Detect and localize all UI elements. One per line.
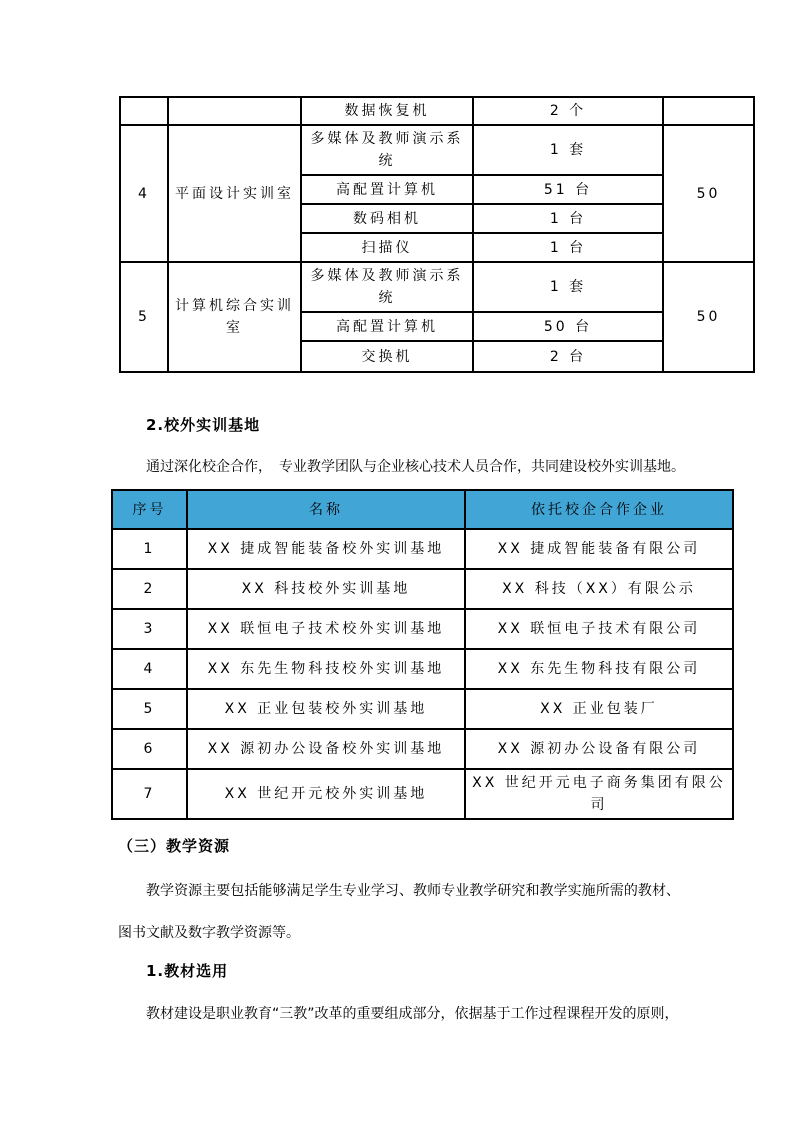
equipment-name-cell: 数码相机 bbox=[301, 204, 473, 233]
base-name-cell: XX 正业包装校外实训基地 bbox=[187, 689, 465, 729]
enterprise-cell: XX 科技（XX）有限公示 bbox=[465, 569, 733, 609]
base-name-cell: XX 捷成智能装备校外实训基地 bbox=[187, 529, 465, 569]
enterprise-cell: XX 源初办公设备有限公司 bbox=[465, 729, 733, 769]
section-heading-teaching-resources: （三）教学资源 bbox=[118, 837, 231, 855]
equipment-name-cell: 高配置计算机 bbox=[301, 175, 473, 204]
enterprise-cell: XX 世纪开元电子商务集团有限公司 bbox=[465, 769, 733, 819]
room-name-cell bbox=[168, 97, 301, 125]
row-number-cell: 5 bbox=[120, 262, 168, 372]
quantity-cell: 2 台 bbox=[473, 341, 663, 372]
table-row bbox=[112, 609, 733, 649]
base-name-cell: XX 科技校外实训基地 bbox=[187, 569, 465, 609]
table-header-row bbox=[112, 490, 733, 529]
table-row bbox=[112, 529, 733, 569]
equipment-name-cell: 交换机 bbox=[301, 341, 473, 372]
training-base-table bbox=[111, 489, 734, 820]
quantity-cell: 1 套 bbox=[473, 125, 663, 175]
capacity-cell: 50 bbox=[663, 125, 754, 262]
base-name-cell: XX 东先生物科技校外实训基地 bbox=[187, 649, 465, 689]
table-row bbox=[112, 729, 733, 769]
quantity-cell: 51 台 bbox=[473, 175, 663, 204]
equipment-name-cell: 多媒体及教师演示系统 bbox=[301, 125, 473, 175]
quantity-cell: 50 台 bbox=[473, 312, 663, 341]
enterprise-cell: XX 联恒电子技术有限公司 bbox=[465, 609, 733, 649]
table-row bbox=[112, 569, 733, 609]
table-row bbox=[112, 769, 733, 819]
table-row bbox=[120, 262, 754, 312]
quantity-cell: 1 台 bbox=[473, 204, 663, 233]
table-row bbox=[120, 97, 754, 125]
serial-cell: 6 bbox=[112, 729, 187, 769]
base-name-cell: XX 源初办公设备校外实训基地 bbox=[187, 729, 465, 769]
equipment-table bbox=[119, 96, 755, 373]
equipment-name-cell: 数据恢复机 bbox=[301, 97, 473, 125]
serial-cell: 5 bbox=[112, 689, 187, 729]
equipment-name-cell: 高配置计算机 bbox=[301, 312, 473, 341]
quantity-cell: 1 台 bbox=[473, 233, 663, 262]
serial-cell: 3 bbox=[112, 609, 187, 649]
base-table-header-cell: 序号 bbox=[112, 490, 187, 529]
table-row bbox=[112, 689, 733, 729]
quantity-cell: 1 套 bbox=[473, 262, 663, 312]
enterprise-cell: XX 东先生物科技有限公司 bbox=[465, 649, 733, 689]
room-name-cell: 计算机综合实训室 bbox=[168, 262, 301, 372]
base-table-header-cell: 依托校企合作企业 bbox=[465, 490, 733, 529]
enterprise-cell: XX 正业包装厂 bbox=[465, 689, 733, 729]
quantity-cell: 2 个 bbox=[473, 97, 663, 125]
base-name-cell: XX 世纪开元校外实训基地 bbox=[187, 769, 465, 819]
enterprise-cell: XX 捷成智能装备有限公司 bbox=[465, 529, 733, 569]
serial-cell: 4 bbox=[112, 649, 187, 689]
paragraph-teaching-resources: 教学资源主要包括能够满足学生专业学习、教师专业教学研究和教学实施所需的教材、图书文献及数字教学资源等。 bbox=[118, 883, 680, 941]
capacity-cell: 50 bbox=[663, 262, 754, 372]
serial-cell: 7 bbox=[112, 769, 187, 819]
table-row bbox=[112, 649, 733, 689]
serial-cell: 2 bbox=[112, 569, 187, 609]
row-number-cell: 4 bbox=[120, 125, 168, 262]
section-heading-offcampus-bases: 2.校外实训基地 bbox=[146, 416, 261, 434]
base-table-header-cell: 名称 bbox=[187, 490, 465, 529]
capacity-cell bbox=[663, 97, 754, 125]
serial-cell: 1 bbox=[112, 529, 187, 569]
table-row bbox=[120, 125, 754, 175]
paragraph-offcampus-intro: 通过深化校企合作， 专业教学团队与企业核心技术人员合作，共同建设校外实训基地。 bbox=[146, 459, 685, 475]
section-heading-textbook-selection: 1.教材选用 bbox=[146, 962, 229, 980]
equipment-name-cell: 多媒体及教师演示系统 bbox=[301, 262, 473, 312]
row-number-cell bbox=[120, 97, 168, 125]
room-name-cell: 平面设计实训室 bbox=[168, 125, 301, 262]
equipment-name-cell: 扫描仪 bbox=[301, 233, 473, 262]
base-name-cell: XX 联恒电子技术校外实训基地 bbox=[187, 609, 465, 649]
paragraph-textbook-selection: 教材建设是职业教育“三教”改革的重要组成部分，依据基于工作过程课程开发的原则， bbox=[146, 1006, 679, 1022]
